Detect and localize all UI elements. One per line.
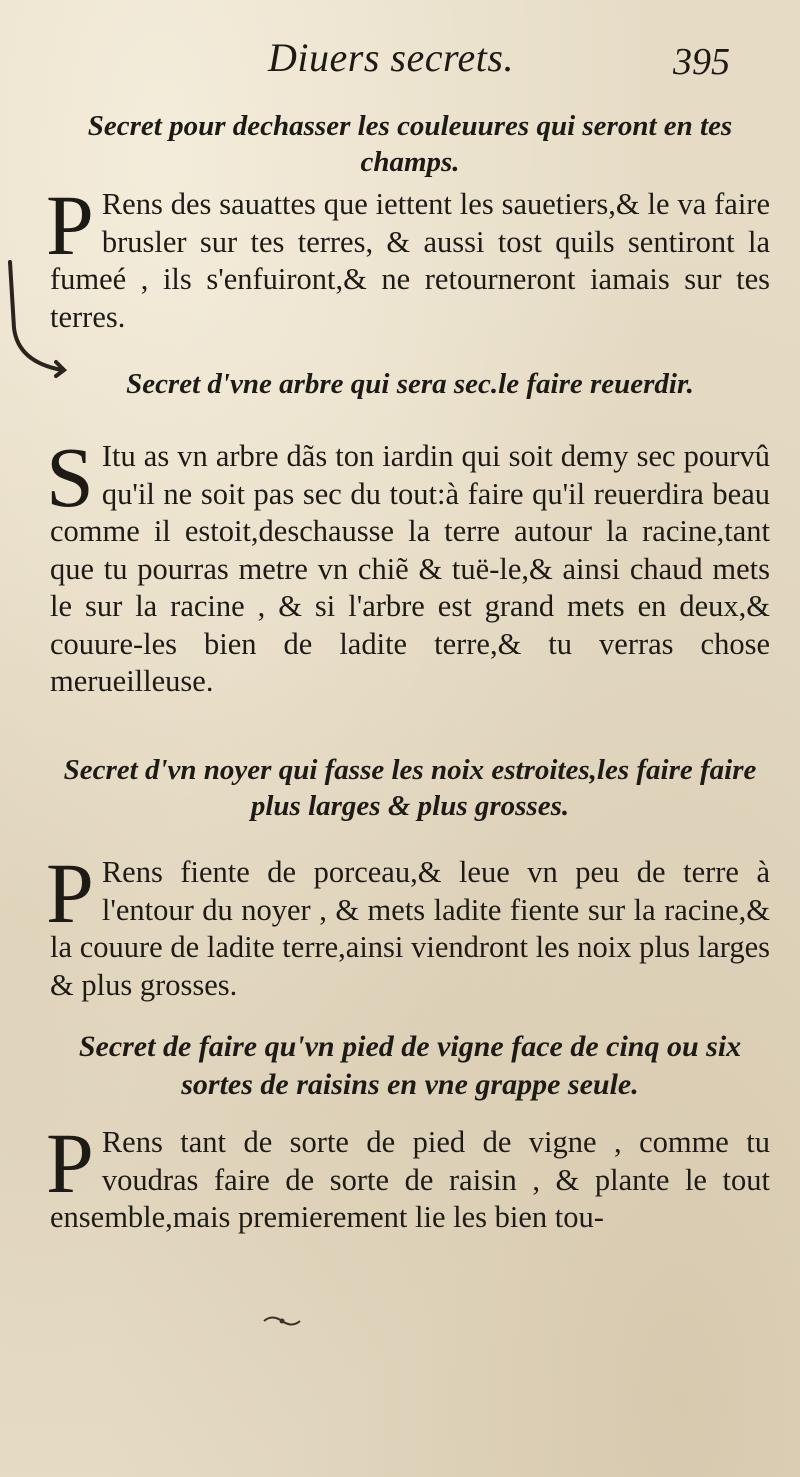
page-header (250, 26, 750, 86)
drop-cap: P (46, 1115, 94, 1211)
drop-cap: S (46, 429, 94, 525)
section-title: Secret pour dechasser les couleuures qui seront en tes champs. (87, 110, 733, 178)
section-text: Rens tant de sorte de pied de vigne , comme tu voudras faire de sorte de raisin , & plante le tout ensemble,mais premierement lie les bien tou- (50, 1125, 770, 1234)
drop-cap: P (46, 845, 94, 941)
drop-cap: P (46, 177, 94, 273)
section-text: Rens des sauattes que iettent les sauetiers,& le va faire brusler sur tes terres, & aussi tost quils sentiront la fumeé , ils s'enfuiront,& ne retourneront iamais sur tes terres. (50, 187, 770, 334)
section-text: Itu as vn arbre dãs ton iardin qui soit demy sec pourvû qu'il ne soit pas sec du tout:à faire qu'il reuerdira beau comme il estoit,deschausse la terre autour la racine,tant que tu pourras metre vn chiẽ & tuë-le,& ainsi chaud mets le sur la racine , & si l'arbre est grand mets en deux,& couure-les bien de ladite terre,& tu verras chose merueilleuse. (50, 439, 770, 698)
section-title: Secret d'vn noyer qui fasse les noix estroites,les faire faire plus larges & plus grosses. (63, 754, 757, 822)
section-2 (46, 366, 770, 701)
section-body (46, 845, 770, 1004)
section-title: Secret d'vne arbre qui sera sec.le faire reuerdir. (126, 368, 694, 400)
page-number: 395 (673, 41, 730, 83)
section-3 (46, 752, 770, 1004)
section-title: Secret de faire qu'vn pied de vigne face de cinq ou six sortes de raisins en vne grappe seule. (78, 1030, 742, 1101)
section-body (46, 177, 770, 336)
section-text: Rens fiente de porceau,& leue vn peu de terre à l'entour du noyer , & mets ladite fiente sur la racine,& la couure de ladite terre,ainsi viendront les noix plus larges & plus grosses. (50, 855, 770, 1002)
section-body (46, 1115, 770, 1237)
running-head: Diuers secrets. (268, 35, 514, 80)
section-body (46, 429, 770, 701)
section-4 (46, 1028, 770, 1237)
section-1 (46, 108, 770, 336)
printer-ornament (262, 1312, 302, 1330)
